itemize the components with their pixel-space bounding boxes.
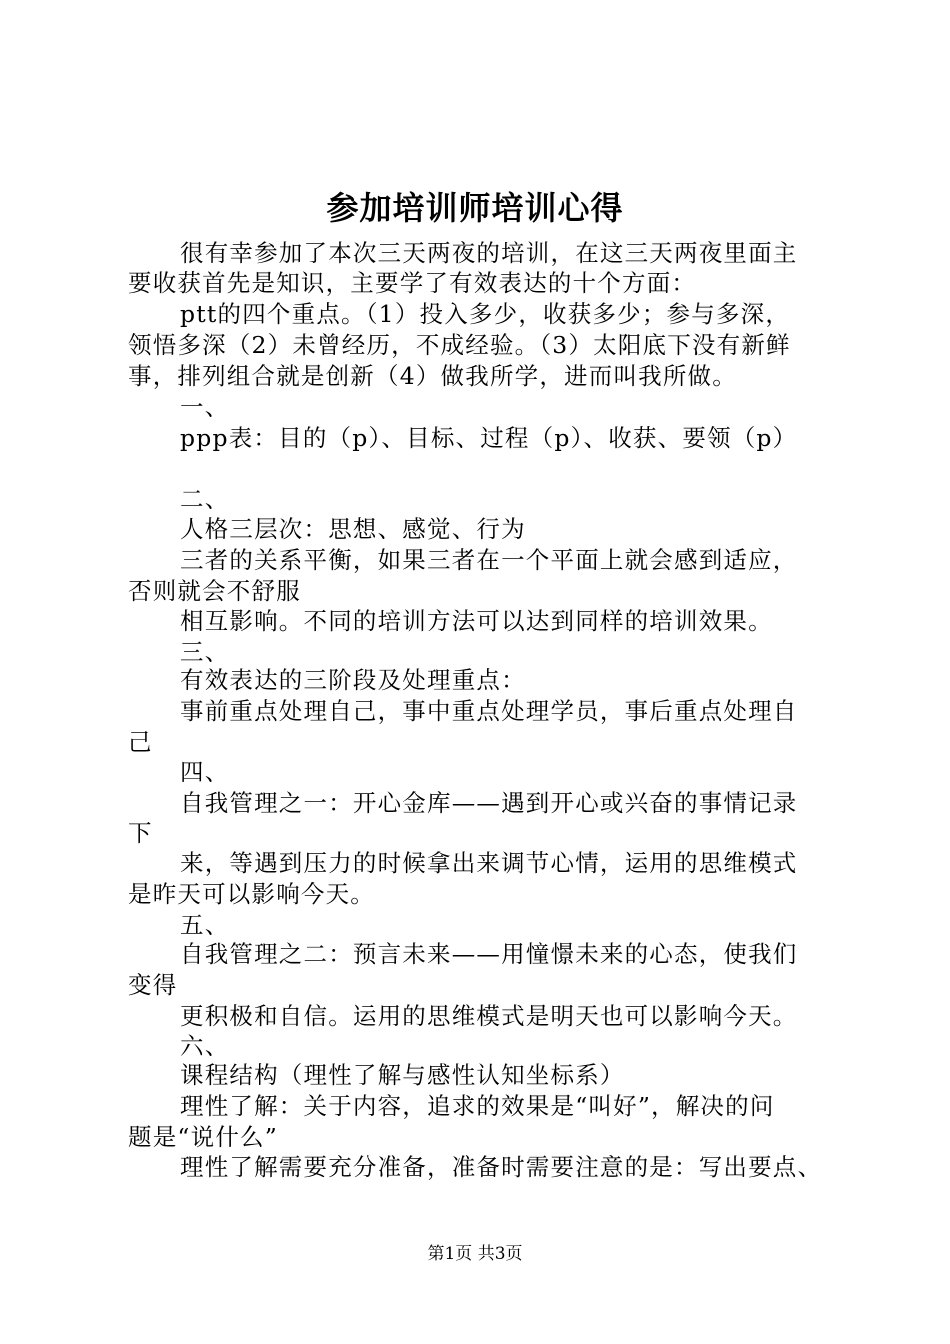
paragraph-line: 相互影响。不同的培训方法可以达到同样的培训效果。 [180, 607, 773, 635]
paragraph-line: 否则就会不舒服 [128, 577, 301, 605]
paragraph-line: 理性了解需要充分准备，准备时需要注意的是：写出要点、 [180, 1153, 823, 1181]
paragraph-line: 理性了解：关于内容，追求的效果是“叫好”，解决的问 [180, 1092, 775, 1120]
paragraph-line: ppp表：目的（p）、目标、过程（p）、收获、要领（p） [180, 424, 798, 452]
section-heading: 五、 [180, 911, 230, 939]
paragraph-line: 己 [128, 728, 153, 756]
paragraph-line: 自我管理之二：预言未来——用憧憬未来的心态，使我们 [180, 940, 798, 968]
section-heading: 三、 [180, 638, 230, 666]
section-heading: 四、 [180, 758, 230, 786]
section-heading: 二、 [180, 485, 230, 513]
paragraph-line: 变得 [128, 971, 178, 999]
paragraph-line: 有效表达的三阶段及处理重点： [180, 666, 526, 694]
paragraph-line: 三者的关系平衡，如果三者在一个平面上就会感到适应， [180, 546, 798, 574]
section-heading: 六、 [180, 1032, 230, 1060]
paragraph-line: 下 [128, 819, 153, 847]
paragraph-line: 题是“说什么” [128, 1123, 278, 1151]
paragraph-line: ptt的四个重点。（1）投入多少，收获多少；参与多深， [180, 300, 791, 328]
paragraph-line: 更积极和自信。运用的思维模式是明天也可以影响今天。 [180, 1002, 798, 1030]
page-footer: 第1页 共3页 [427, 1244, 523, 1264]
paragraph-line: 事，排列组合就是创新（4）做我所学，进而叫我所做。 [128, 362, 737, 390]
paragraph-line: 自我管理之一：开心金库——遇到开心或兴奋的事情记录 [180, 789, 798, 817]
paragraph-line: 人格三层次：思想、感觉、行为 [180, 515, 526, 543]
paragraph-line: 课程结构（理性了解与感性认知坐标系） [180, 1061, 625, 1089]
paragraph-line: 事前重点处理自己，事中重点处理学员，事后重点处理自 [180, 697, 798, 725]
paragraph-line: 来，等遇到压力的时候拿出来调节心情，运用的思维模式 [180, 849, 798, 877]
paragraph-line: 要收获首先是知识，主要学了有效表达的十个方面： [128, 269, 697, 297]
section-heading: 一、 [180, 393, 230, 421]
paragraph-line: 是昨天可以影响今天。 [128, 880, 375, 908]
paragraph-line: 领悟多深（2）未曾经历，不成经验。（3）太阳底下没有新鲜 [128, 331, 791, 359]
document-title: 参加培训师培训心得 [326, 189, 624, 227]
paragraph-line: 很有幸参加了本次三天两夜的培训，在这三天两夜里面主 [180, 239, 798, 267]
